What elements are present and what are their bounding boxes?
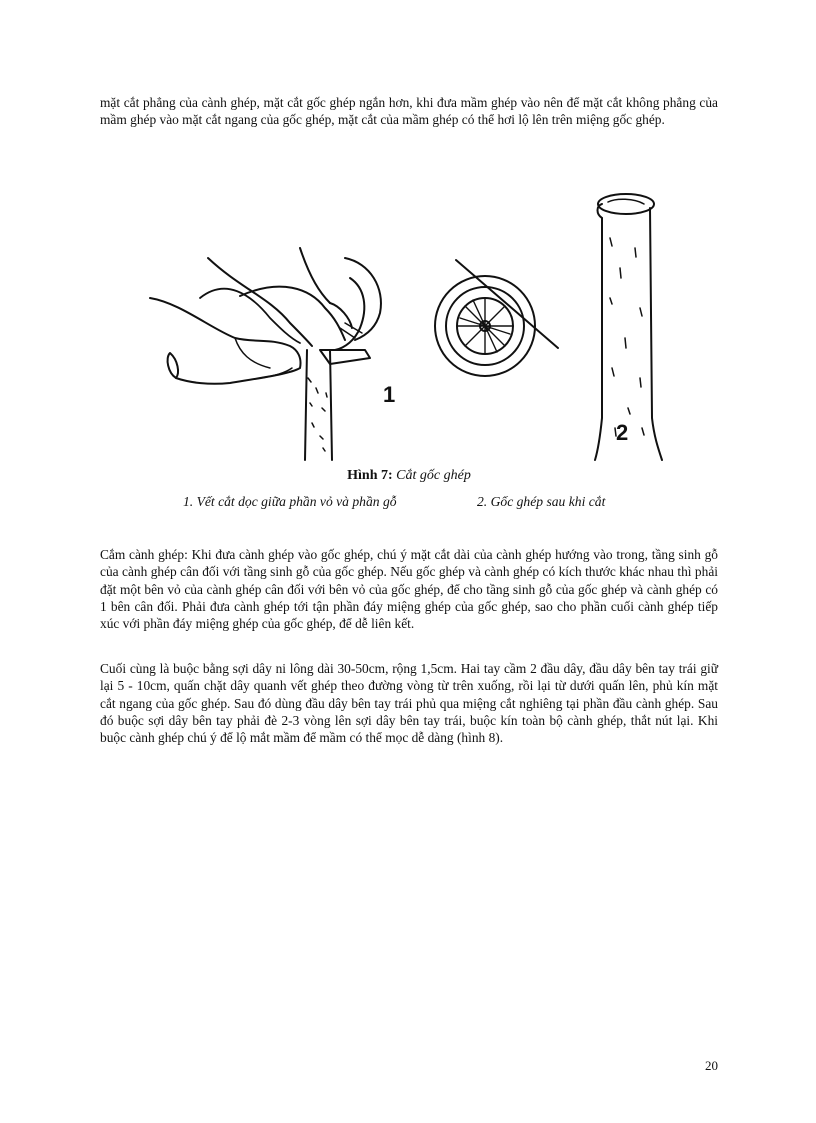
subcaption-item-1: 1. Vết cắt dọc giữa phần vỏ và phần gỗ [183, 494, 397, 509]
paragraph-intro: mặt cắt phẳng của cành ghép, mặt cắt gốc ghép ngắn hơn, khi đưa mầm ghép vào nên để mặt cắt không phẳng của mầm ghép vào mặt cắt ngang của gốc ghép, mặt cắt của mầm ghép có thể hơi lộ lên trên miệng gốc ghép. [100, 95, 718, 128]
subcaption-item-2: 2. Gốc ghép sau khi cắt [477, 494, 606, 509]
figure-caption-label: Hình 7: [347, 468, 393, 483]
cut-rootstock-illustration [595, 194, 662, 460]
figure-7-illustration [140, 178, 680, 463]
stem-cross-section-illustration [435, 260, 558, 376]
hands-cutting-illustration [150, 248, 381, 460]
page-number: 20 [705, 1058, 718, 1073]
figure-label-1: 1 [383, 382, 396, 407]
figure-label-2: 2 [616, 420, 629, 445]
paragraph-cuoi-cung: Cuối cùng là buộc bằng sợi dây ni lông dài 30-50cm, rộng 1,5cm. Hai tay cầm 2 đầu dây, đầu dây bên tay trái giữ lại 5 - 10cm, quấn chặt dây quanh vết ghép theo đường vòng từ trên xuống, rồi lại từ dưới quấn lên, phủ kín mặt cắt ngang của gốc ghép. Sau đó dùng đầu dây bên tay trái phủ qua miệng cắt nghiêng tại phần đầu cành ghép. Sau đó buộc sợi dây bên tay phải đè 2-3 vòng lên sợi dây bên tay trái, buộc kín toàn bộ cành ghép, thắt nút lại. Khi buộc cành ghép chú ý để lộ mắt mầm để mầm có thể mọc dễ dàng (hình 8). [100, 661, 718, 746]
figure-caption-title: Cắt gốc ghép [396, 468, 471, 483]
figure-7-drawing [140, 178, 680, 463]
figure-caption [100, 468, 718, 484]
paragraph-cam-canh-ghep: Cắm cành ghép: Khi đưa cành ghép vào gốc ghép, chú ý mặt cắt dài của cành ghép hướng vào trong, tầng sinh gỗ của cành ghép cân đối với tầng sinh gỗ của gốc ghép. Nếu gốc ghép và cành ghép có kích thước khác nhau thì phải đặt một bên vỏ của cành ghép cân đối với bên vỏ của gốc ghép, để cho tầng sinh gỗ của gốc ghép và cành ghép có 1 bên cân đối. Phải đưa cành ghép tới tận phần đáy miệng ghép của gốc ghép, sao cho phần cuối cành ghép tiếp xúc với phần đáy miệng ghép của gốc ghép, để dễ liên kết. [100, 547, 718, 632]
